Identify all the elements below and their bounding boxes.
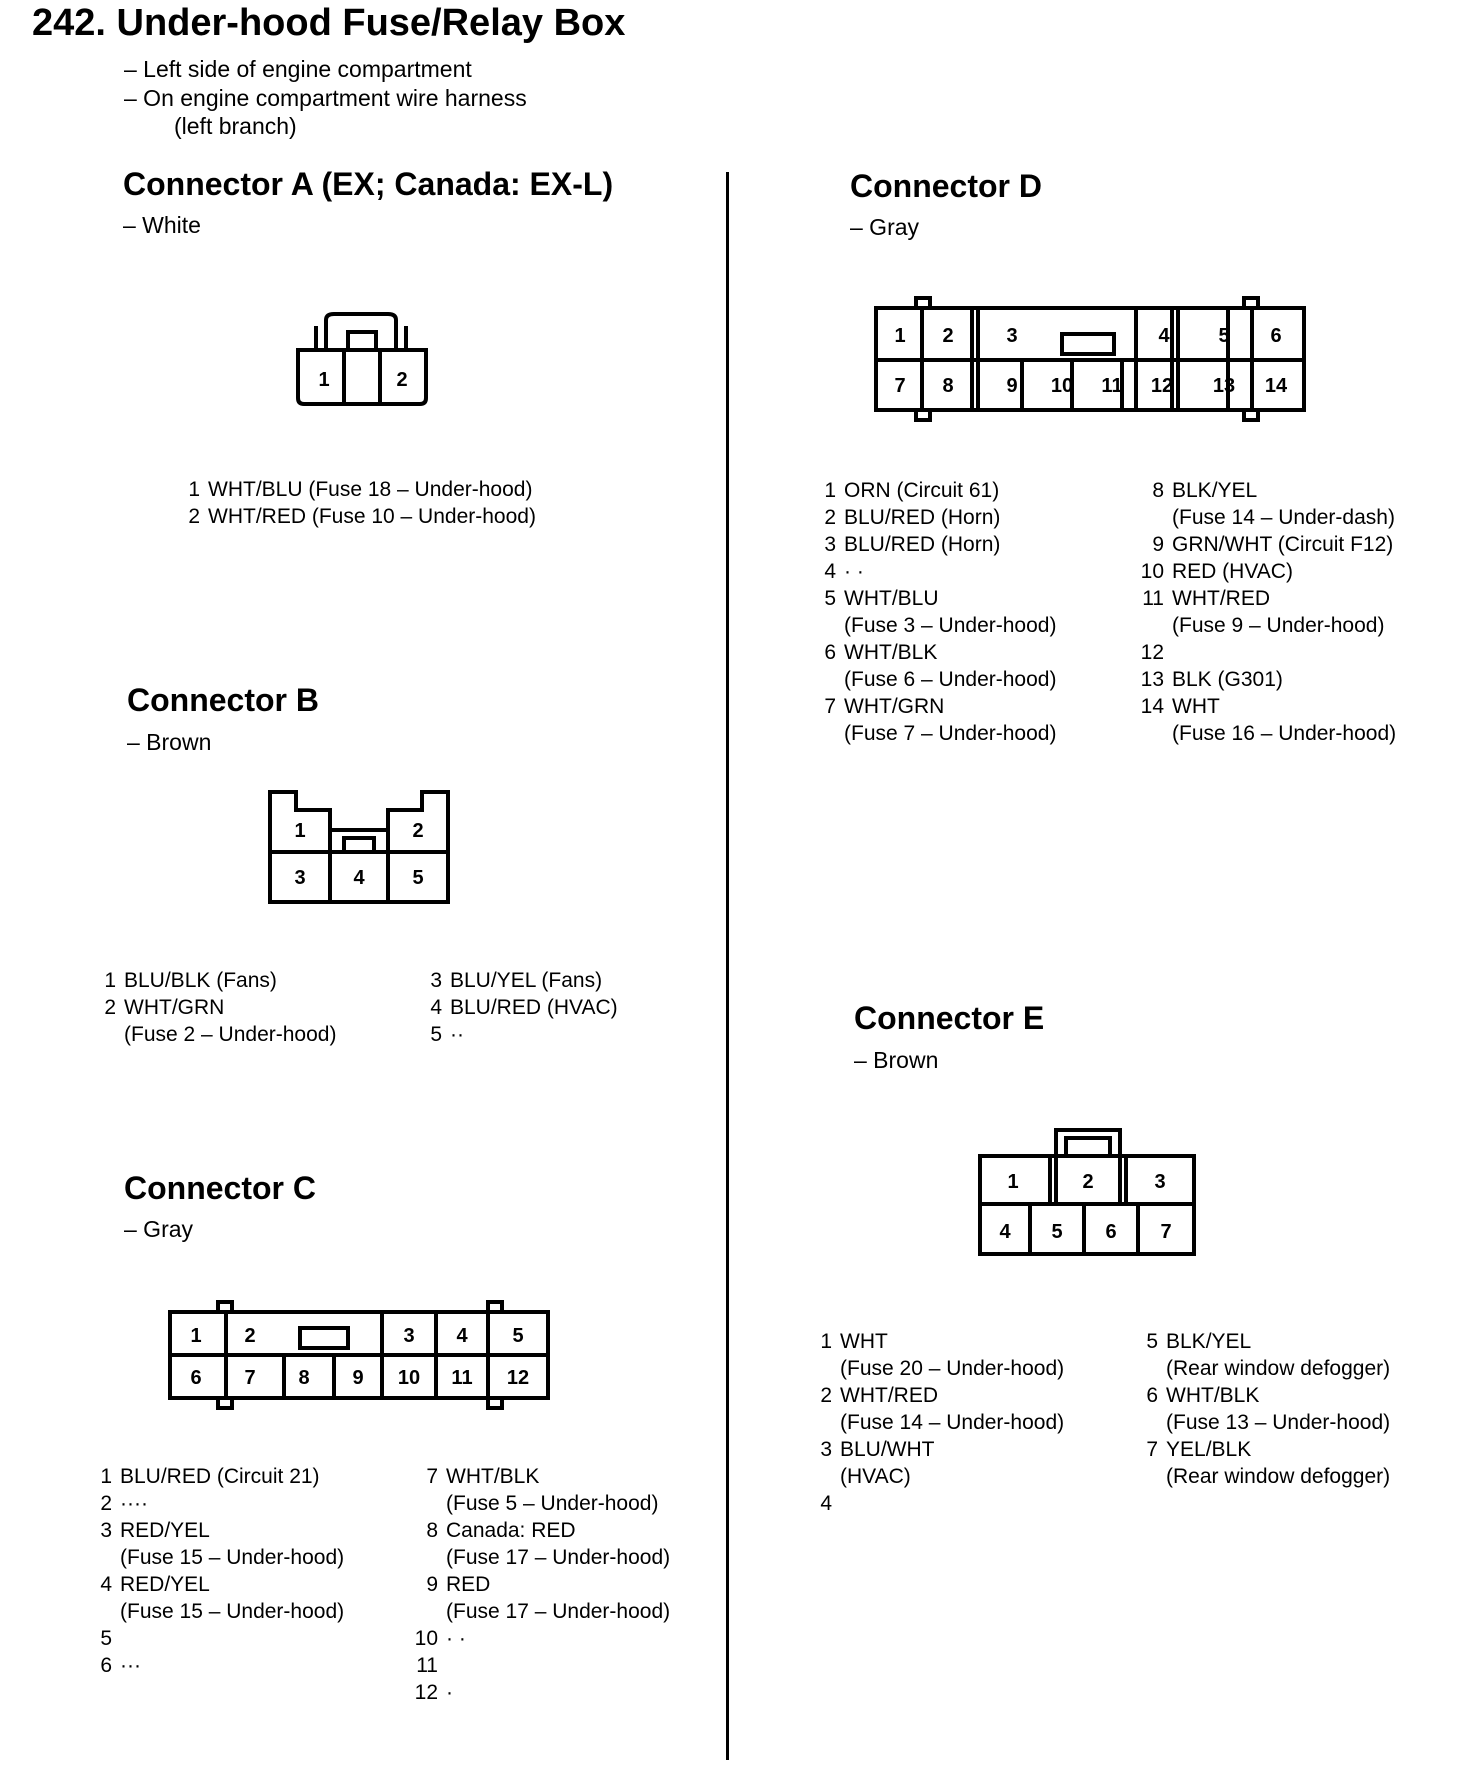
connector-e-pin-label: 2 [1082,1171,1094,1193]
pin-wire: ORN (Circuit 61) [844,479,1000,502]
connector-d-pin-label: 13 [1212,375,1236,397]
pin-number: 6 [824,641,836,664]
pin-number: 2 [820,1384,832,1407]
pin-number: 5 [824,587,836,610]
pin-number: 3 [430,969,442,992]
pin-wire: BLK/YEL [1166,1330,1252,1353]
pin-wire-detail: (Fuse 15 – Under-hood) [120,1546,345,1569]
pin-row [82,1463,344,1490]
connector-e-pin-label: 3 [1154,1171,1166,1193]
pin-number: 3 [820,1438,832,1461]
connector-d-pin-label: 9 [1006,375,1018,397]
connector-d-pin-label: 2 [942,325,954,347]
pin-row [1134,558,1396,585]
pin-wire: BLU/BLK (Fans) [124,969,277,992]
connector-c-pin-label: 8 [298,1367,310,1389]
pin-wire: WHT/RED (Fuse 10 – Under-hood) [208,505,536,528]
pin-row [412,967,618,994]
pin-number: 9 [426,1573,438,1596]
connector-e-pin-label: 5 [1051,1221,1063,1243]
connector-b-pin-list-left [86,967,336,1048]
connector-d-pin-list-right [1134,477,1396,747]
connector-a-title: Connector A (EX; Canada: EX-L) [123,166,614,202]
pin-number: 11 [1142,587,1164,610]
pin-row [1134,639,1396,666]
connector-d-pin-label: 4 [1158,325,1170,347]
connector-c-pin-label: 2 [244,1325,256,1347]
pin-wire: BLU/RED (Horn) [844,533,1001,556]
pin-wire: WHT/BLU (Fuse 18 – Under-hood) [208,478,533,501]
connector-d-pin-label: 1 [894,325,906,347]
pin-number: 14 [1140,695,1164,718]
connector-c-pin-label: 9 [352,1367,364,1389]
pin-row [802,1436,1064,1490]
connector-d-title: Connector D [850,168,1042,204]
connector-c-title: Connector C [124,1170,316,1206]
connector-b-pin-label: 1 [294,820,306,842]
pin-number: 2 [104,996,116,1019]
pin-wire: WHT/BLK [844,641,938,664]
pin-number: 10 [1140,560,1164,583]
pin-row [806,585,1056,639]
pin-wire: WHT/BLK [1166,1384,1260,1407]
connector-b-pin-label: 3 [294,867,306,889]
pin-number: 6 [100,1654,112,1677]
pin-wire: YEL/BLK [1166,1438,1252,1461]
column-divider [726,172,729,1760]
pin-wire: WHT/GRN [844,695,945,718]
connector-a-pin-label: 1 [318,369,330,391]
pin-wire: WHT/RED [1172,587,1270,610]
pin-wire: ·· [450,1023,464,1046]
connector-d-pin-label: 10 [1050,375,1074,397]
pin-wire-detail: (Fuse 17 – Under-hood) [446,1546,671,1569]
connector-d-pin-label: 8 [942,375,954,397]
connector-d-pin-label: 11 [1101,375,1123,397]
pin-number: 10 [414,1627,438,1650]
pin-wire-detail: (Fuse 6 – Under-hood) [844,668,1057,691]
pin-row [802,1328,1064,1382]
pin-number: 1 [100,1465,112,1488]
connector-c-pin-label: 11 [451,1367,473,1389]
connector-b-pin-list-right [412,967,618,1048]
connector-c-color: – Gray [124,1216,194,1242]
connector-e-title: Connector E [854,1000,1045,1036]
pin-row [802,1382,1064,1436]
pin-number: 7 [426,1465,438,1488]
connector-d-pin-label: 7 [894,375,906,397]
connector-e-pin-label: 4 [999,1221,1011,1243]
pin-row [412,994,618,1021]
connector-a-color: – White [123,212,201,238]
pin-number: 2 [100,1492,112,1515]
pin-row [806,504,1056,531]
pin-row [1134,585,1396,639]
connector-b-diagram [266,790,452,906]
connector-b-color: – Brown [127,729,212,755]
pin-row [408,1517,670,1571]
connector-a-pin-label: 2 [396,369,408,391]
pin-number: 4 [100,1573,112,1596]
pin-number: 1 [820,1330,832,1353]
pin-number: 2 [824,506,836,529]
pin-wire-detail: (Fuse 5 – Under-hood) [446,1492,659,1515]
pin-wire-detail: (Rear window defogger) [1166,1357,1391,1380]
pin-number: 3 [824,533,836,556]
connector-d-pin-label: 5 [1218,325,1230,347]
pin-number: 7 [1146,1438,1158,1461]
connector-d-pin-label: 3 [1006,325,1018,347]
pin-wire: BLU/RED (Circuit 21) [120,1465,320,1488]
pin-wire: Canada: RED [446,1519,576,1542]
pin-wire-detail: (Fuse 9 – Under-hood) [1172,614,1385,637]
pin-number: 12 [414,1681,438,1704]
pin-number: 1 [104,969,116,992]
pin-wire-detail: (Fuse 7 – Under-hood) [844,722,1057,745]
pin-row [82,1652,344,1679]
connector-e-color: – Brown [854,1047,939,1073]
connector-a-pin-list [170,476,536,530]
pin-row [806,693,1056,747]
connector-e-pin-list-left [802,1328,1064,1517]
pin-wire: WHT [840,1330,888,1353]
pin-row [170,503,536,530]
pin-wire-detail: (Fuse 13 – Under-hood) [1166,1411,1391,1434]
pin-number: 1 [188,478,200,501]
location-line-1: – Left side of engine compartment [124,56,472,82]
location-line-2: – On engine compartment wire harness [124,85,527,111]
pin-wire-detail: (Fuse 16 – Under-hood) [1172,722,1397,745]
pin-row [86,967,336,994]
connector-b-title: Connector B [127,682,319,718]
connector-c-pin-list-left [82,1463,344,1679]
pin-wire: WHT/BLU [844,587,939,610]
pin-wire: ···· [120,1492,148,1515]
pin-number: 3 [100,1519,112,1542]
connector-e-diagram [976,1126,1198,1258]
pin-row [408,1652,670,1679]
pin-row [82,1571,344,1625]
connector-c-pin-label: 7 [244,1367,256,1389]
pin-wire: RED (HVAC) [1172,560,1293,583]
pin-wire: BLK (G301) [1172,668,1283,691]
pin-number: 13 [1140,668,1164,691]
connector-d-pin-list-left [806,477,1056,747]
pin-row [82,1625,344,1652]
pin-row [1128,1436,1390,1490]
pin-wire: RED/YEL [120,1519,210,1542]
connector-a-diagram [292,308,432,408]
pin-row [82,1517,344,1571]
page-title: 242. Under-hood Fuse/Relay Box [32,2,626,44]
pin-number: 4 [430,996,442,1019]
connector-b-pin-label: 5 [412,867,424,889]
pin-wire-detail: (Fuse 3 – Under-hood) [844,614,1057,637]
pin-row [806,477,1056,504]
pin-wire: BLU/WHT [840,1438,935,1461]
pin-number: 8 [426,1519,438,1542]
pin-number: 2 [188,505,200,528]
pin-row [806,639,1056,693]
pin-row [1134,531,1396,558]
pin-wire-detail: (Rear window defogger) [1166,1465,1391,1488]
connector-b-pin-label: 4 [353,867,365,889]
connector-c-pin-label: 4 [456,1325,468,1347]
pin-wire-detail: (Fuse 17 – Under-hood) [446,1600,671,1623]
pin-row [408,1679,670,1706]
pin-wire: RED [446,1573,491,1596]
pin-row [1128,1382,1390,1436]
pin-wire: BLU/RED (Horn) [844,506,1001,529]
pin-wire-detail: (Fuse 20 – Under-hood) [840,1357,1065,1380]
pin-wire: GRN/WHT (Circuit F12) [1172,533,1394,556]
pin-number: 5 [100,1627,112,1650]
pin-row [806,531,1056,558]
pin-wire: BLU/YEL (Fans) [450,969,603,992]
pin-number: 5 [430,1023,442,1046]
connector-c-pin-label: 6 [190,1367,202,1389]
pin-row [1134,693,1396,747]
connector-d-color: – Gray [850,214,920,240]
pin-wire-detail: (Fuse 14 – Under-hood) [840,1411,1065,1434]
connector-c-pin-label: 3 [403,1325,415,1347]
pin-wire: · [446,1681,453,1704]
pin-wire: BLU/RED (HVAC) [450,996,618,1019]
connector-c-pin-label: 1 [190,1325,202,1347]
pin-row [802,1490,1064,1517]
pin-row [1134,666,1396,693]
connector-d-pin-label: 14 [1264,375,1288,397]
connector-d-pin-label: 12 [1150,375,1174,397]
pin-wire: BLK/YEL [1172,479,1258,502]
pin-row [412,1021,618,1048]
pin-row [170,476,536,503]
location-line-3: (left branch) [174,113,297,139]
pin-row [408,1625,670,1652]
connector-e-pin-list-right [1128,1328,1390,1490]
connector-c-pin-list-right [408,1463,670,1706]
pin-wire: RED/YEL [120,1573,210,1596]
pin-number: 6 [1146,1384,1158,1407]
pin-number: 9 [1152,533,1164,556]
connector-d-pin-label: 6 [1270,325,1282,347]
pin-row [806,558,1056,585]
pin-number: 7 [824,695,836,718]
pin-row [1128,1328,1390,1382]
pin-wire: WHT [1172,695,1220,718]
pin-number: 5 [1146,1330,1158,1353]
pin-wire: ··· [120,1654,141,1677]
pin-wire: WHT/RED [840,1384,938,1407]
pin-wire: WHT/BLK [446,1465,540,1488]
connector-d-diagram [872,294,1308,426]
connector-c-diagram [166,1298,552,1412]
connector-e-pin-label: 7 [1160,1221,1172,1243]
pin-wire-detail: (Fuse 2 – Under-hood) [124,1023,337,1046]
pin-number: 1 [824,479,836,502]
pin-row [82,1490,344,1517]
connector-e-pin-label: 6 [1105,1221,1117,1243]
pin-number: 8 [1152,479,1164,502]
connector-c-pin-label: 10 [397,1367,421,1389]
pin-row [86,994,336,1048]
pin-number: 11 [416,1654,438,1677]
connector-c-pin-label: 5 [512,1325,524,1347]
connector-b-pin-label: 2 [412,820,424,842]
pin-wire-detail: (Fuse 14 – Under-dash) [1172,506,1395,529]
pin-number: 4 [824,560,836,583]
pin-wire-detail: (HVAC) [840,1465,911,1488]
pin-wire-detail: (Fuse 15 – Under-hood) [120,1600,345,1623]
pin-row [408,1463,670,1517]
pin-wire: · · [844,560,864,583]
connector-e-pin-label: 1 [1007,1171,1019,1193]
pin-wire: WHT/GRN [124,996,225,1019]
pin-number: 12 [1140,641,1164,664]
pin-row [408,1571,670,1625]
pin-row [1134,477,1396,531]
connector-c-pin-label: 12 [506,1367,530,1389]
pin-number: 4 [820,1492,832,1515]
pin-wire: · · [446,1627,466,1650]
